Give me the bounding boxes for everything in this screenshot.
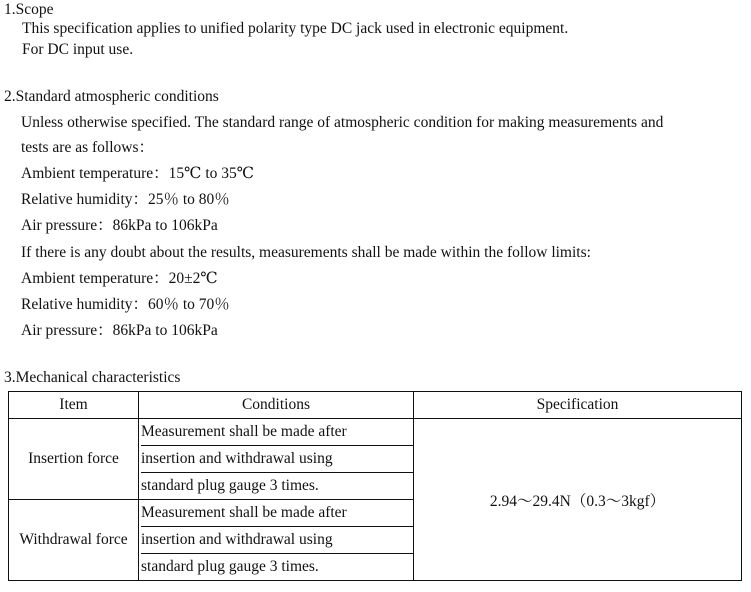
table-row [9,419,742,500]
conditions-withdrawal [139,500,414,581]
atmospheric-line-6: If there is any doubt about the results, measurements shall be made within the follow limits: [21,244,591,261]
atmospheric-heading: 2.Standard atmospheric conditions [4,88,219,105]
atmospheric-line-8: Relative humidity：60％ to 70％ [21,296,230,313]
condition-line: Measurement shall be made after [141,500,413,527]
condition-line: insertion and withdrawal using [141,446,413,473]
scope-line-1: This specification applies to unified polarity type DC jack used in electronic equipment. [22,20,569,37]
condition-line: Measurement shall be made after [141,419,413,446]
atmospheric-line-9: Air pressure：86kPa to 106kPa [21,322,218,339]
scope-heading: 1.Scope [4,1,54,18]
condition-line: standard plug gauge 3 times. [141,558,319,575]
scope-line-2: For DC input use. [22,41,134,58]
condition-line: standard plug gauge 3 times. [141,477,319,494]
atmospheric-line-7: Ambient temperature：20±2℃ [21,270,218,287]
atmospheric-line-1: Unless otherwise specified. The standard range of atmospheric condition for making measurements and [21,114,664,131]
mechanical-table [8,391,742,581]
condition-line: insertion and withdrawal using [141,527,413,554]
mechanical-heading: 3.Mechanical characteristics [4,369,181,386]
atmospheric-line-2: tests are as follows： [21,139,155,156]
atmospheric-line-3: Ambient temperature：15℃ to 35℃ [21,165,255,182]
conditions-insertion [139,419,414,500]
item-withdrawal-force: Withdrawal force [9,500,139,581]
atmospheric-line-5: Air pressure：86kPa to 106kPa [21,217,218,234]
header-conditions: Conditions [139,392,414,419]
specification-value: 2.94～29.4N（0.3～3kgf） [414,419,742,581]
header-item: Item [9,392,139,419]
table-header-row [9,392,742,419]
atmospheric-line-4: Relative humidity：25％ to 80％ [21,191,230,208]
item-insertion-force: Insertion force [9,419,139,500]
header-specification: Specification [414,392,742,419]
